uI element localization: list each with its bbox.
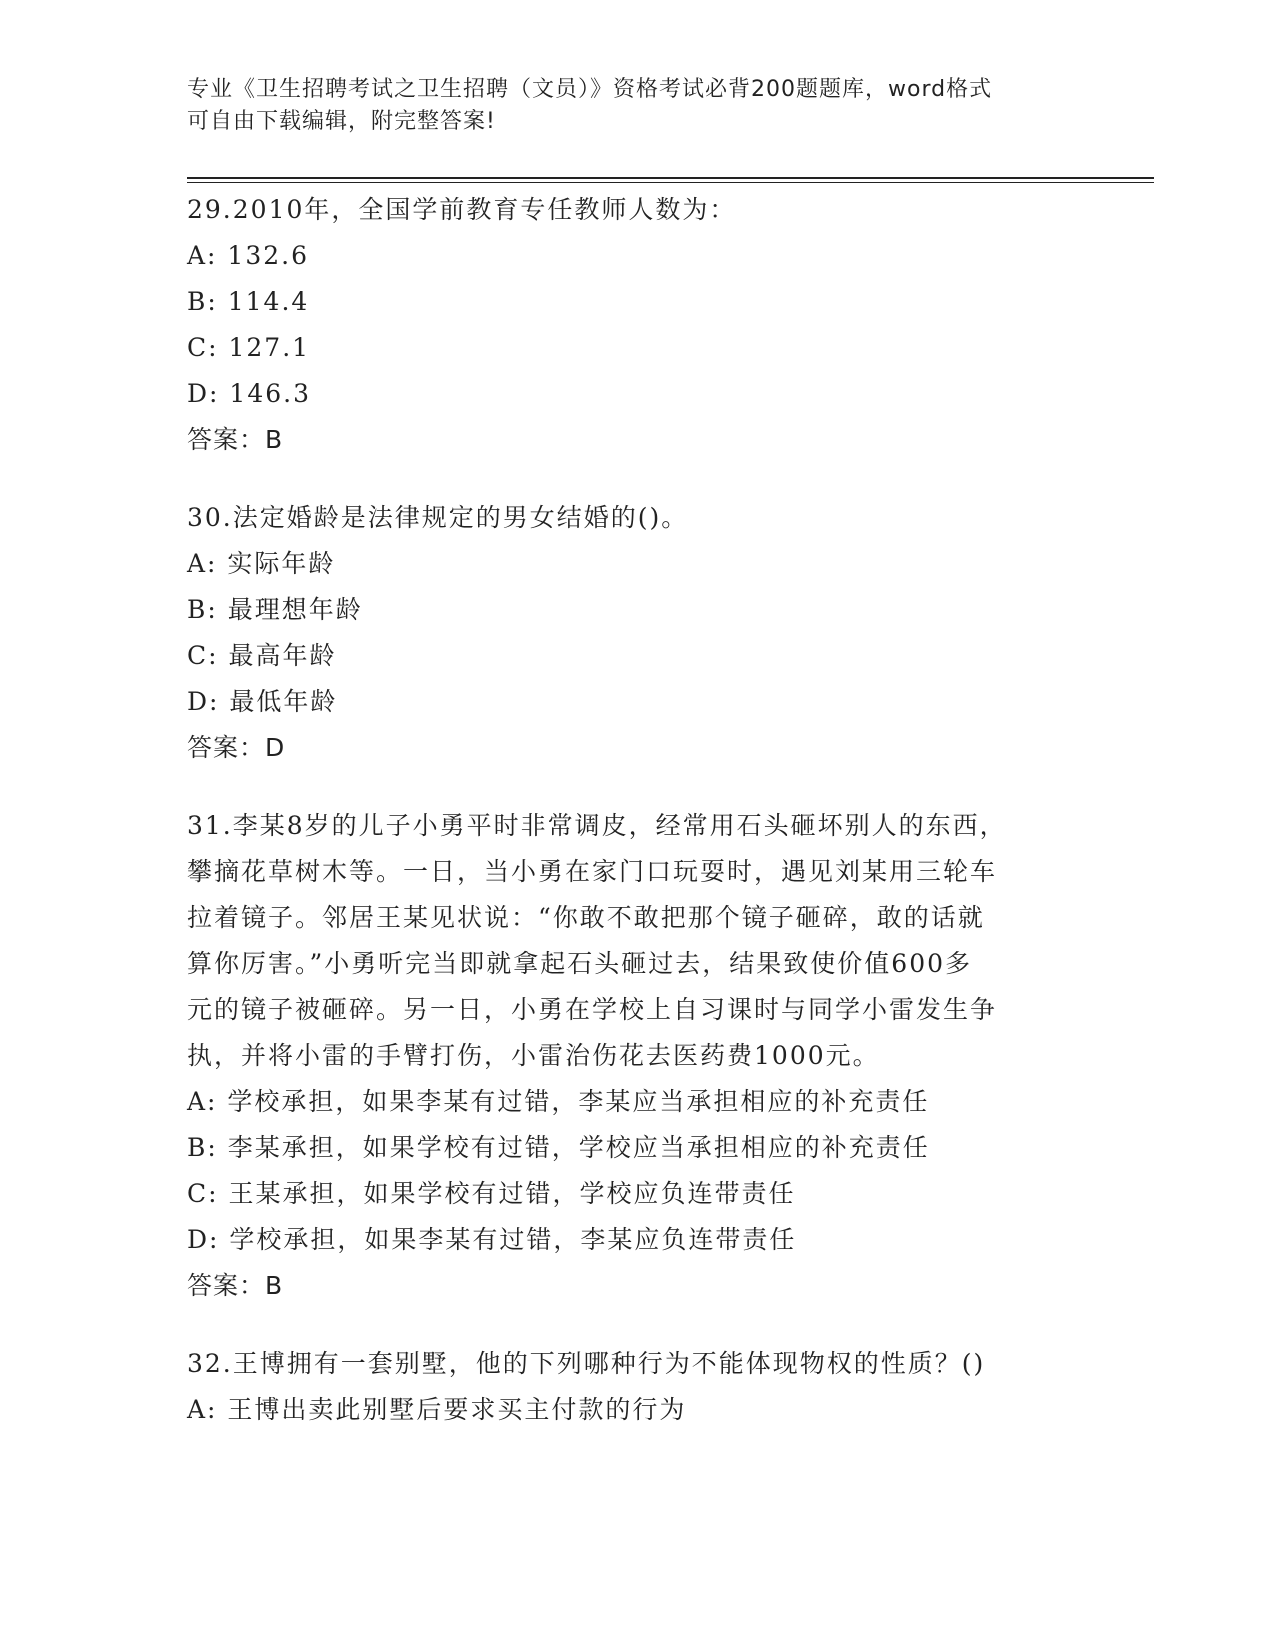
question-stem: 30.法定婚龄是法律规定的男女结婚的()。 xyxy=(187,503,689,532)
answer-label: 答案：B xyxy=(187,425,284,454)
header-line-2: 可自由下载编辑，附完整答案! xyxy=(187,109,496,134)
option-d: D: 学校承担，如果李某有过错，李某应负连带责任 xyxy=(187,1225,797,1254)
question-stem-line-5: 元的镜子被砸碎。另一日，小勇在学校上自习课时与同学小雷发生争 xyxy=(187,995,998,1024)
header-line-1: 专业《卫生招聘考试之卫生招聘（文员）》资格考试必背200题题库，word格式 xyxy=(187,77,993,102)
question-29 xyxy=(187,187,1067,463)
question-31 xyxy=(187,803,1067,1309)
header-divider-thin xyxy=(187,182,1154,183)
question-stem: 32.王博拥有一套别墅，他的下列哪种行为不能体现物权的性质？() xyxy=(187,1349,986,1378)
header-divider-thick xyxy=(187,177,1154,179)
option-b: B: 最理想年龄 xyxy=(187,595,363,624)
option-c: C: 最高年龄 xyxy=(187,641,337,670)
option-b: B: 李某承担，如果学校有过错，学校应当承担相应的补充责任 xyxy=(187,1133,930,1162)
question-stem-line-6: 执，并将小雷的手臂打伤，小雷治伤花去医药费1000元。 xyxy=(187,1041,880,1070)
option-a: A: 学校承担，如果李某有过错，李某应当承担相应的补充责任 xyxy=(187,1087,930,1116)
option-a: A: 132.6 xyxy=(187,241,309,270)
option-d: D: 146.3 xyxy=(187,379,311,408)
option-a: A: 王博出卖此别墅后要求买主付款的行为 xyxy=(187,1395,687,1424)
question-30 xyxy=(187,495,1067,771)
answer-label: 答案：D xyxy=(187,733,286,762)
option-a: A: 实际年龄 xyxy=(187,549,336,578)
question-32 xyxy=(187,1341,1067,1433)
document-header xyxy=(187,74,1087,138)
option-b: B: 114.4 xyxy=(187,287,310,316)
answer-label: 答案：B xyxy=(187,1271,284,1300)
question-stem-line-2: 攀摘花草树木等。一日，当小勇在家门口玩耍时，遇见刘某用三轮车 xyxy=(187,857,998,886)
question-stem-line-1: 31.李某8岁的儿子小勇平时非常调皮，经常用石头砸坏别人的东西， xyxy=(187,811,1007,840)
question-list xyxy=(187,187,1067,1465)
question-stem-line-3: 拉着镜子。邻居王某见状说：“你敢不敢把那个镜子砸碎，敢的话就 xyxy=(187,903,985,932)
question-stem: 29.2010年，全国学前教育专任教师人数为： xyxy=(187,195,737,224)
question-stem-line-4: 算你厉害。”小勇听完当即就拿起石头砸过去，结果致使价值600多 xyxy=(187,949,973,978)
option-c: C: 王某承担，如果学校有过错，学校应负连带责任 xyxy=(187,1179,796,1208)
option-d: D: 最低年龄 xyxy=(187,687,338,716)
option-c: C: 127.1 xyxy=(187,333,311,362)
